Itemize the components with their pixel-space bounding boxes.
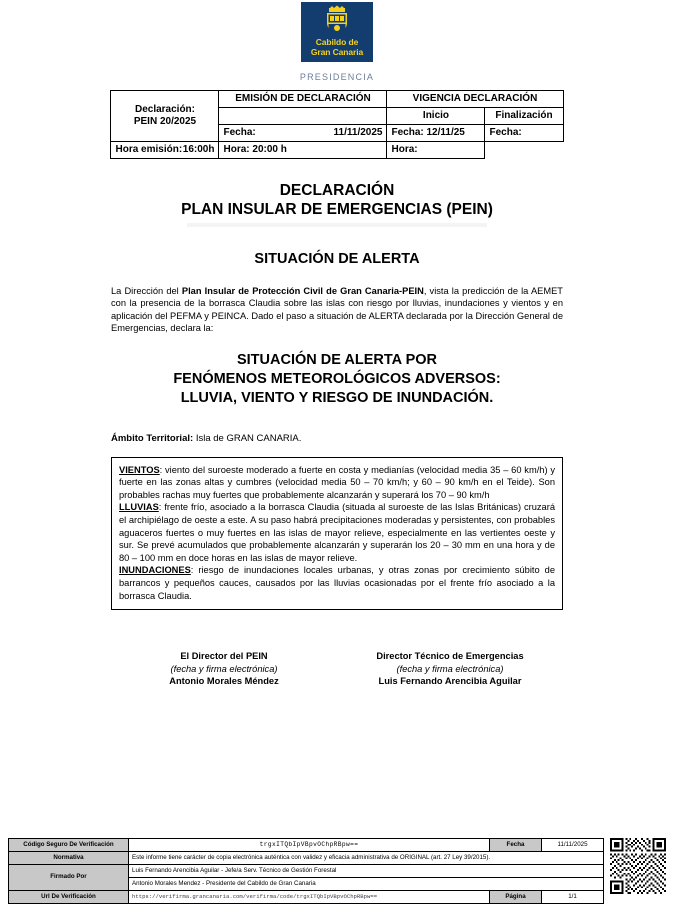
declaration-label: Declaración: <box>134 104 195 115</box>
emision-fecha-cell <box>219 125 387 142</box>
url-value[interactable]: https://verifirma.grancanaria.com/verifirma/code/trgxITQbIpVBpvOChpRBpw== <box>129 891 490 904</box>
table-row <box>9 891 604 904</box>
cabildo-logo <box>301 2 373 62</box>
fin-hora-cell: Hora: <box>387 142 485 159</box>
pagina-value: 1/1 <box>542 891 604 904</box>
inicio-hora-cell: Hora: 20:00 h <box>219 142 387 159</box>
firmado-por-2: Antonio Morales Mendez - Presidente del Cabildo de Gran Canaria <box>129 878 604 891</box>
verification-table <box>8 838 604 904</box>
signature-director-pein <box>111 650 337 688</box>
phenomenon-vientos <box>119 464 555 502</box>
normativa-label: Normativa <box>9 852 129 865</box>
table-row <box>111 91 563 108</box>
fecha-label: Fecha <box>490 839 542 852</box>
table-row <box>9 839 604 852</box>
intro-part-1: La Dirección del <box>111 286 182 296</box>
fin-fecha-cell: Fecha: <box>485 125 563 142</box>
alert-heading-line-3: LLUVIA, VIENTO Y RIESGO DE INUNDACIÓN. <box>180 389 494 406</box>
title-line-2: PLAN INSULAR DE EMERGENCIAS (PEIN) <box>181 201 493 218</box>
document-body <box>111 285 563 688</box>
emision-hora-value: 16:00h <box>182 144 215 155</box>
declaration-id: PEIN 20/2025 <box>133 116 197 127</box>
signature-name: Luis Fernando Arencibia Aguilar <box>378 676 522 687</box>
alert-heading-line-1: SITUACIÓN DE ALERTA POR <box>236 351 438 368</box>
firmado-por-1: Luis Fernando Arencibia Aguilar - Jefe/a Serv. Técnico de Gestión Forestal <box>129 865 604 878</box>
ambito-territorial <box>111 433 563 444</box>
intro-paragraph <box>111 285 563 335</box>
signature-note: (fecha y firma electrónica) <box>396 663 504 674</box>
emision-hora-cell <box>111 142 219 159</box>
phenomenon-inundaciones <box>119 564 555 602</box>
emision-header: EMISIÓN DE DECLARACIÓN <box>219 91 387 108</box>
ambito-label: Ámbito Territorial: <box>111 432 194 444</box>
intro-bold-1: Plan Insular de Protección Civil de Gran Canaria-PEIN <box>181 286 424 296</box>
phenomenon-text: : riesgo de inundaciones locales urbanas, y otras zonas por crecimiento súbito de barrancos y pequeños cauces, causados por las lluvias ocasionadas por el frente frío asociado a la borrasca Claudia. <box>119 565 555 601</box>
signature-name: Antonio Morales Méndez <box>169 676 279 687</box>
phenomenon-label: INUNDACIONES <box>119 565 191 576</box>
phenomenon-text: : viento del suroeste moderado a fuerte en costa y medianías (velocidad media 35 – 60 km/h) y fuerte en las zonas altas y cumbres (velocidad media 50 – 70 km/h; y 60 – 90 km/h en el Teide). Son probables rachas muy fuertes que probablemente alcanzarán y superará los 70 – 90 km/h <box>119 464 555 500</box>
page-title <box>0 181 674 219</box>
finalizacion-header: Finalización <box>485 108 563 125</box>
declaration-table-wrap <box>0 90 674 159</box>
emision-fecha-label: Fecha: <box>223 127 256 138</box>
signature-title: El Director del PEIN <box>180 651 268 662</box>
emision-fecha-value: 11/11/2025 <box>333 127 383 138</box>
alert-heading-line-2: FENÓMENOS METEOROLÓGICOS ADVERSOS: <box>173 370 501 387</box>
declaration-id-cell <box>111 91 219 142</box>
department-label: PRESIDENCIA <box>299 72 375 82</box>
brand-header <box>0 0 674 62</box>
phenomena-box <box>111 457 563 611</box>
csv-label: Código Seguro De Verificación <box>9 839 129 852</box>
emision-hora-label: Hora emisión: <box>115 144 183 155</box>
scan-artifact <box>187 223 487 227</box>
table-row <box>9 865 604 878</box>
phenomenon-label: LLUVIAS <box>119 502 159 513</box>
fecha-value: 11/11/2025 <box>542 839 604 852</box>
coat-of-arms-icon <box>324 5 350 36</box>
document-titles <box>0 181 674 267</box>
url-label: Url De Verificación <box>9 891 129 904</box>
firmado-label: Firmado Por <box>9 865 129 891</box>
inicio-fecha-cell: Fecha: 12/11/25 <box>387 125 485 142</box>
verification-footer <box>8 838 666 900</box>
signature-note: (fecha y firma electrónica) <box>170 663 278 674</box>
inicio-header: Inicio <box>387 108 485 125</box>
normativa-value: Este informe tiene carácter de copia electrónica auténtica con validez y eficacia administrativa de ORIGINAL (art. 27 Ley 39/2015). <box>129 852 604 865</box>
declaration-table <box>110 90 563 159</box>
emision-header-spacer <box>219 108 387 125</box>
phenomenon-text: : frente frío, asociado a la borrasca Claudia (situada al suroeste de las Islas Británicas) cruzará el archipiélago de oeste a este. A su paso habrá precipitaciones moderadas y persistentes, con probables aguaceros fuertes o muy fuertes en las islas de mayor relieve, especialmente en las vertientes oeste y sur. Se prevé acumulados que probablemente alcanzarán y superarán los 20 – 30 mm en una hora y de 80 – 100 mm en doce horas en las islas de mayor relieve. <box>119 502 555 563</box>
qr-code-icon <box>610 838 666 894</box>
title-line-1: DECLARACIÓN <box>279 182 395 199</box>
intro-part-2: , vista la predicción de la AEMET con la presencia de la borrasca Claudia sobre las islas con riesgo por lluvias, inundaciones y vientos y en aplicación del PEFMA y PEINCA. Dado el paso a situación de ALERTA declarada por la Dirección General de Emergencias, declara la: <box>111 286 563 334</box>
ambito-value: Isla de GRAN CANARIA. <box>195 432 302 444</box>
logo-text: Cabildo de Gran Canaria <box>310 37 364 57</box>
signature-block <box>111 650 563 688</box>
vigencia-header: VIGENCIA DECLARACIÓN <box>387 91 563 108</box>
csv-value: trgxITQbIpVBpvOChpRBpw== <box>129 839 490 852</box>
situacion-title: SITUACIÓN DE ALERTA <box>254 251 420 267</box>
phenomenon-label: VIENTOS <box>119 464 160 475</box>
pagina-label: Página <box>490 891 542 904</box>
signature-director-tecnico <box>337 650 563 688</box>
table-row <box>9 852 604 865</box>
alert-heading <box>111 351 563 408</box>
phenomenon-lluvias <box>119 501 555 564</box>
table-row <box>111 142 563 159</box>
signature-title: Director Técnico de Emergencias <box>376 651 524 662</box>
